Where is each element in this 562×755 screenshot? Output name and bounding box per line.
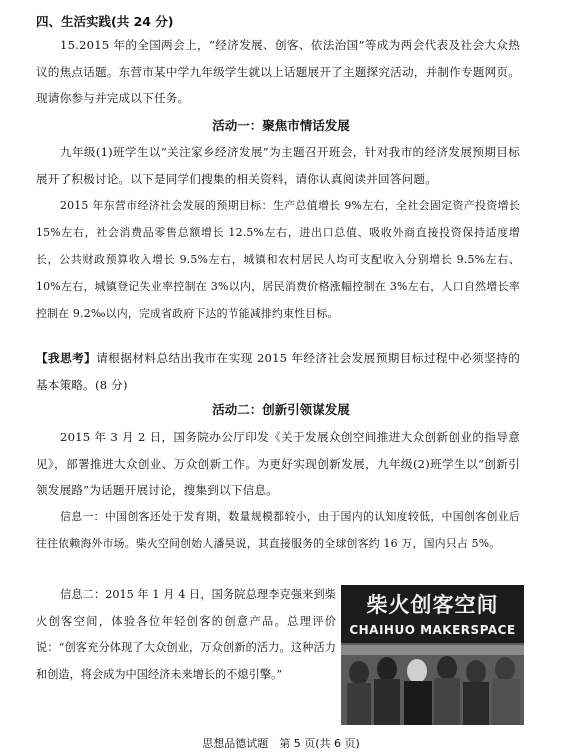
- photo-sign-chinese: 柴火创客空间: [366, 593, 499, 617]
- info-2: 信息二：2015 年 1 月 4 日，国务院总理李克强来到柴火创客空间，体验各位年轻创客的创意产品。总理评价说：“创客充分体现了大众创业，万众创新的活力。这种活力和创造，将会成为中国经济未来增长的不熄引擎。”: [36, 588, 336, 681]
- activity-1-intro: 九年级(1)班学生以“关注家乡经济发展”为主题召开班会，针对我市的经济发展预期目标展开了积极讨论。以下是同学们搜集的相关资料，请你认真阅读并回答问题。: [36, 145, 520, 186]
- activity-1-title: 活动一：聚焦市情话发展: [212, 118, 350, 133]
- think-tag: 【我思考】: [36, 351, 97, 365]
- think-prompt: [36, 345, 520, 398]
- section-heading: 四、生活实践(共 24 分): [36, 14, 174, 29]
- page-footer: 思想品德试题 第 5 页(共 6 页): [202, 737, 360, 750]
- question-15-intro: 15.2015 年的全国两会上，“经济发展、创客、依法治国”等成为两会代表及社会大众热议的焦点话题。东营市某中学九年级学生就以上话题展开了主题探究活动，并制作专题网页。现请你参与并完成以下任务。: [36, 38, 520, 105]
- info-1: 信息一：中国创客还处于发育期，数量规模都较小，由于国内的认知度较低，中国创客创业后往往依赖海外市场。柴火空间创始人潘昊说，其直接服务的全球创客约 16 万，国内只占 5%。: [36, 510, 520, 550]
- think-text: 请根据材料总结出我市在实现 2015 年经济社会发展预期目标过程中必须坚持的基本策略。(8 分): [36, 351, 520, 392]
- photo-sign-english: CHAIHUO MAKERSPACE: [349, 623, 516, 637]
- makerspace-photo: [341, 585, 524, 725]
- activity-2-title: 活动二：创新引领谋发展: [212, 402, 350, 417]
- activity-2-intro: 2015 年 3 月 2 日，国务院办公厅印发《关于发展众创空间推进大众创新创业的指导意见》，部署推进大众创业、万众创新工作。为更好实现创新发展，九年级(2)班学生以“创新引领发展路”为话题开展讨论，搜集到以下信息。: [36, 430, 520, 497]
- activity-1-material: 2015 年东营市经济社会发展的预期目标：生产总值增长 9%左右，全社会固定资产投资增长 15%左右，社会消费品零售总额增长 12.5%左右，进出口总值、吸收外商直接投资保持适度增长，公共财政预算收入增长 9.5%左右，城镇和农村居民人均可支配收入分别增长 9.5%左右、10%左右，城镇登记失业率控制在 3%以内，居民消费价格涨幅控制在 3%左右，人口自然增长率控制在 9.2‰以内，完成省政府下达的节能减排约束性目标。: [36, 199, 520, 320]
